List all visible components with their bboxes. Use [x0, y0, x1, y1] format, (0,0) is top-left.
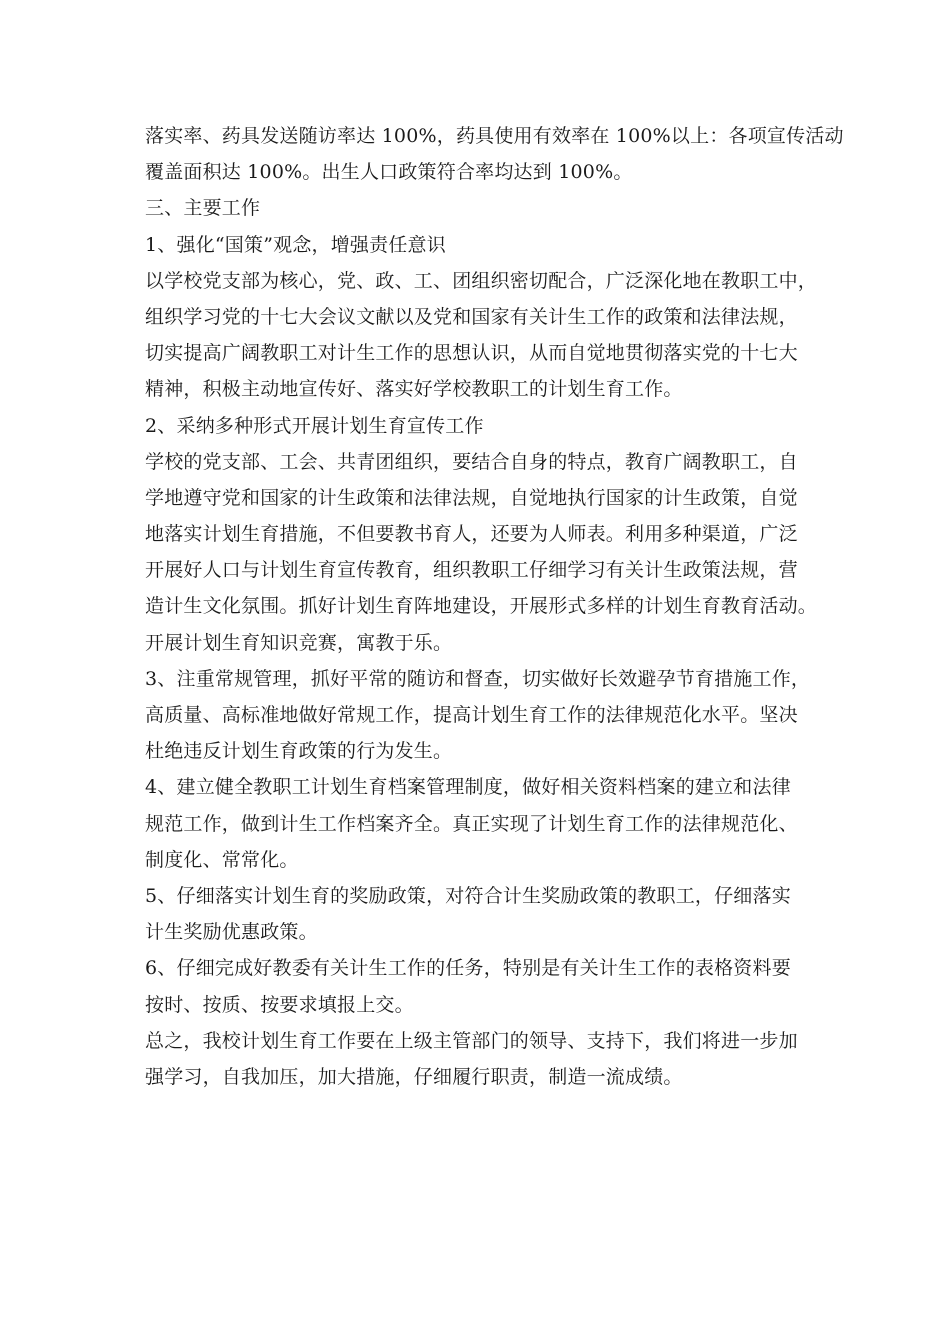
text-line: 3、注重常规管理，抓好平常的随访和督查，切实做好长效避孕节育措施工作， — [145, 667, 811, 690]
text-line: 高质量、高标准地做好常规工作，提高计划生育工作的法律规范化水平。坚决 — [145, 704, 798, 726]
subsection-heading: 1、强化“国策”观念，增强责任意识 — [145, 233, 446, 256]
text-line: 总之，我校计划生育工作要在上级主管部门的领导、支持下，我们将进一步加 — [145, 1029, 798, 1052]
text-line: 地落实计划生育措施，不但要教书育人，还要为人师表。利用多种渠道，广泛 — [145, 523, 798, 546]
subsection-heading: 2、采纳多种形式开展计划生育宣传工作 — [145, 414, 484, 437]
text-line: 精神，积极主动地宣传好、落实好学校教职工的计划生育工作。 — [145, 378, 683, 401]
text-line: 5、仔细落实计划生育的奖励政策，对符合计生奖励政策的教职工，仔细落实 — [145, 884, 791, 907]
text-line: 杜绝违反计划生育政策的行为发生。 — [145, 740, 453, 763]
text-line: 切实提高广阔教职工对计生工作的思想认识，从而自觉地贯彻落实党的十七大 — [145, 342, 798, 365]
text-line: 计生奖励优惠政策。 — [145, 921, 318, 944]
text-line: 学地遵守党和国家的计生政策和法律法规，自觉地执行国家的计生政策，自觉 — [145, 486, 798, 509]
text-line: 按时、按质、按要求填报上交。 — [145, 993, 414, 1016]
text-line: 制度化、常常化。 — [145, 848, 299, 871]
text-line: 6、仔细完成好教委有关计生工作的任务，特别是有关计生工作的表格资料要 — [145, 957, 791, 980]
text-line: 造计生文化氛围。抓好计划生育阵地建设，开展形式多样的计划生育教育活动。 — [145, 595, 818, 618]
text-line: 落实率、药具发送随访率达 100%，药具使用有效率在 100%以上：各项宣传活动 — [145, 125, 844, 147]
text-line: 开展好人口与计划生育宣传教育，组织教职工仔细学习有关计生政策法规，营 — [145, 559, 798, 582]
text-line: 规范工作，做到计生工作档案齐全。真正实现了计划生育工作的法律规范化、 — [145, 812, 798, 835]
text-line: 开展计划生育知识竞赛，寓教于乐。 — [145, 631, 453, 654]
text-line: 4、建立健全教职工计划生育档案管理制度，做好相关资料档案的建立和法律 — [145, 776, 791, 799]
document-body — [145, 118, 844, 1095]
text-line: 覆盖面积达 100%。出生人口政策符合率均达到 100%。 — [145, 161, 633, 184]
text-line: 学校的党支部、工会、共青团组织，要结合自身的特点，教育广阔教职工，自 — [145, 450, 798, 473]
text-line: 组织学习党的十七大会议文献以及党和国家有关计生工作的政策和法律法规， — [145, 305, 798, 328]
text-line: 强学习，自我加压，加大措施，仔细履行职责，制造一流成绩。 — [145, 1065, 683, 1088]
section-heading: 三、主要工作 — [145, 197, 261, 220]
text-line: 以学校党支部为核心，党、政、工、团组织密切配合，广泛深化地在教职工中， — [145, 269, 818, 292]
